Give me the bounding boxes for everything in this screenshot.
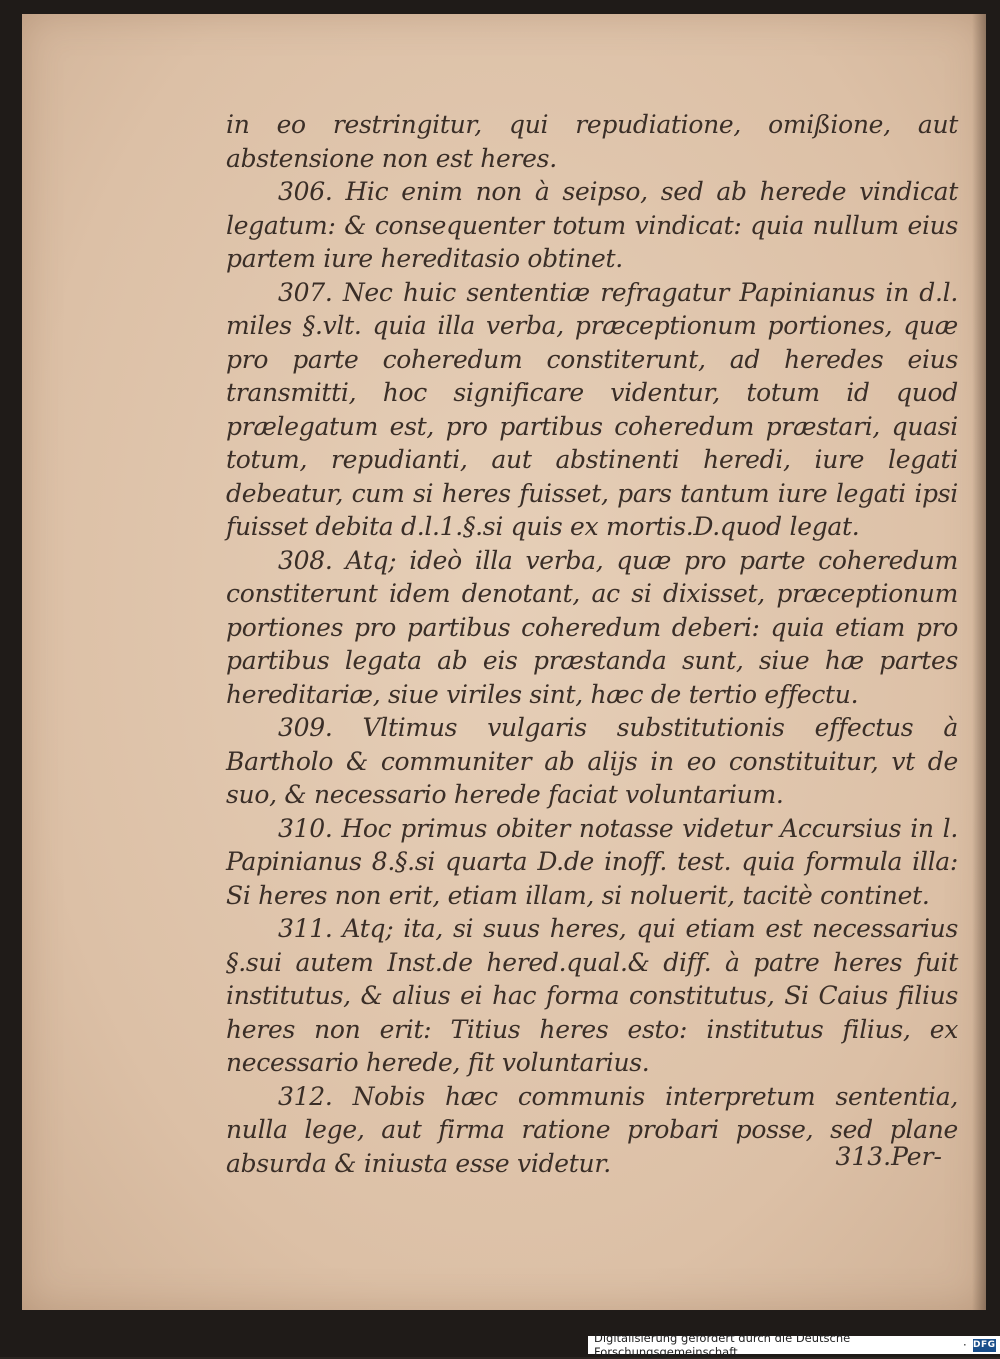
- paragraph-312: 312. Nobis hæc communis interpretum sententia, nulla lege, aut firma ratione probari posse, sed plane absurda & iniusta esse videtur.: [226, 1081, 958, 1178]
- paragraph-306: 306. Hic enim non à seipso, sed ab herede vindicat legatum: & consequenter totum vindicat: quia nullum eius partem iure hereditasio obtinet.: [226, 177, 958, 273]
- paragraph-311: 311. Atq; ita, si suus heres, qui etiam est necessarius §.sui autem Inst.de hered.qual.& diff. à patre heres fuit institutus, & alius ei hac forma constitutus, Si Caius filius heres non erit: Titius heres esto: institutus filius, ex necessario herede, fit voluntarius.: [226, 914, 958, 1077]
- page-text-block: [226, 108, 958, 1180]
- credit-text: Digitalisierung gefördert durch die Deutsche Forschungsgemeinschaft: [594, 1331, 851, 1359]
- separator-dot: ·: [962, 1338, 967, 1352]
- page-edge-shadow: [972, 14, 986, 1310]
- paragraph-310: 310. Hoc primus obiter notasse videtur Accursius in l. Papinianus 8.§.si quarta D.de inoff. test. quia formula illa: Si heres non erit, etiam illam, si noluerit, tacitè continet.: [226, 813, 958, 910]
- paragraph-309: 309. Vltimus vulgaris substitutionis effectus à Bartholo & communiter ab alijs in eo constituitur, vt de suo, & necessario herede faciat voluntarium.: [226, 713, 958, 809]
- catchword: 313.Per-: [835, 1142, 942, 1171]
- paragraph-continuation: in eo restringitur, qui repudiatione, omißione, aut abstensione non est heres.: [226, 110, 958, 173]
- digitization-credit: [588, 1331, 1000, 1359]
- paragraph-308: 308. Atq; ideò illa verba, quæ pro parte coheredum constiterunt idem denotant, ac si dixisset, præceptionum portiones pro partibus coheredum deberi: quia etiam pro partibus legata ab eis præstanda sunt, siue hæ partes hereditariæ, siue viriles sint, hæc de tertio effectu.: [226, 545, 958, 709]
- dfg-logo-icon: DFG: [973, 1340, 996, 1350]
- paragraph-307: 307. Nec huic sententiæ refragatur Papinianus in d.l. miles §.vlt. quia illa verba, præceptionum portiones, quæ pro parte coheredum constiterunt, ad heredes eius transmitti, hoc significare videntur, totum id quod prælegatum est, pro partibus coheredum præstari, quasi totum, repudianti, aut abstinenti heredi, iure legati debeatur, cum si heres fuisset, pars tantum iure legati ipsi fuisset debita d.l.1.§.si quis ex mortis.D.quod legat.: [226, 277, 958, 541]
